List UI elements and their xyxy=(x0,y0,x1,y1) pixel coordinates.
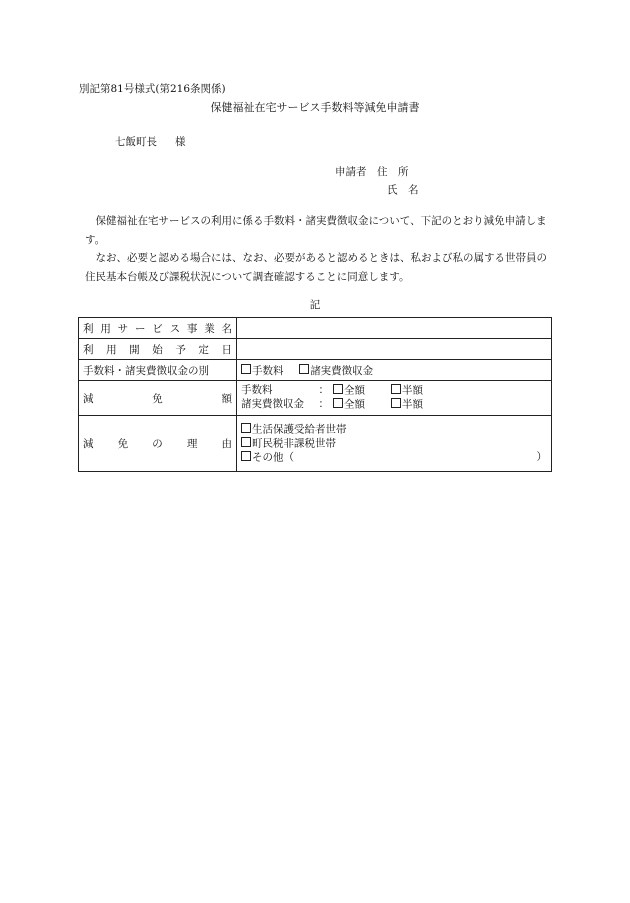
fee-checkbox[interactable] xyxy=(241,364,251,374)
service-provider-label: 利 用 サ ー ビ ス 事 業 名 xyxy=(79,318,237,339)
service-provider-field[interactable] xyxy=(237,318,552,339)
tax-exempt-household-checkbox[interactable] xyxy=(241,437,251,447)
start-date-label: 利 用 開 始 予 定 日 xyxy=(79,339,237,360)
consent-paragraph: なお、必要と認める場合には、なお、必要があると認めるときは、私および私の属する世帯員の住民基本台帳及び課税状況について調査確認することに同意します。 xyxy=(85,252,547,283)
fee-type-label: 手数料・諸実費徴収金の別 xyxy=(79,360,237,381)
applicant-label: 申請者 xyxy=(335,166,367,178)
start-date-field[interactable] xyxy=(237,339,552,360)
reduction-reason-field: 生活保護受給者世帯 町民税非課税世帯 その他（ ） xyxy=(237,416,552,472)
fee-full-checkbox[interactable] xyxy=(333,384,343,394)
fee-type-row xyxy=(79,360,552,381)
request-paragraph: 保健福祉在宅サービスの利用に係る手数料・諸実費徴収金について、下記のとおり減免申請します。 xyxy=(85,215,547,246)
welfare-household-checkbox[interactable] xyxy=(241,423,251,433)
start-date-row xyxy=(79,339,552,360)
reduction-amount-field: 手数料 ： 全額 半額 諸実費徴収金 ： 全額 半額 xyxy=(237,381,552,416)
form-number: 別記第81号様式(第216条関係) xyxy=(79,83,226,95)
ki-heading: 記 xyxy=(309,299,321,311)
applicant-name-label: 氏 名 xyxy=(387,184,419,196)
expense-half-checkbox[interactable] xyxy=(391,398,401,408)
reduction-amount-label: 減 免 額 xyxy=(79,381,237,416)
fee-type-field: 手数料 諸実費徴収金 xyxy=(237,360,552,381)
fee-half-checkbox[interactable] xyxy=(391,384,401,394)
application-table xyxy=(78,317,552,472)
addressee-name: 七飯町長 xyxy=(115,136,157,148)
other-reason-checkbox[interactable] xyxy=(241,451,251,461)
reduction-reason-row xyxy=(79,416,552,472)
addressee-honorific: 様 xyxy=(175,136,186,148)
reduction-reason-label: 減 免 の 理 由 xyxy=(79,416,237,472)
addressee xyxy=(115,134,186,149)
expense-checkbox[interactable] xyxy=(299,364,309,374)
applicant-address-label: 住 所 xyxy=(377,166,409,178)
document-title: 保健福祉在宅サービス手数料等減免申請書 xyxy=(210,101,420,114)
service-provider-row xyxy=(79,318,552,339)
reduction-amount-row xyxy=(79,381,552,416)
expense-full-checkbox[interactable] xyxy=(333,398,343,408)
